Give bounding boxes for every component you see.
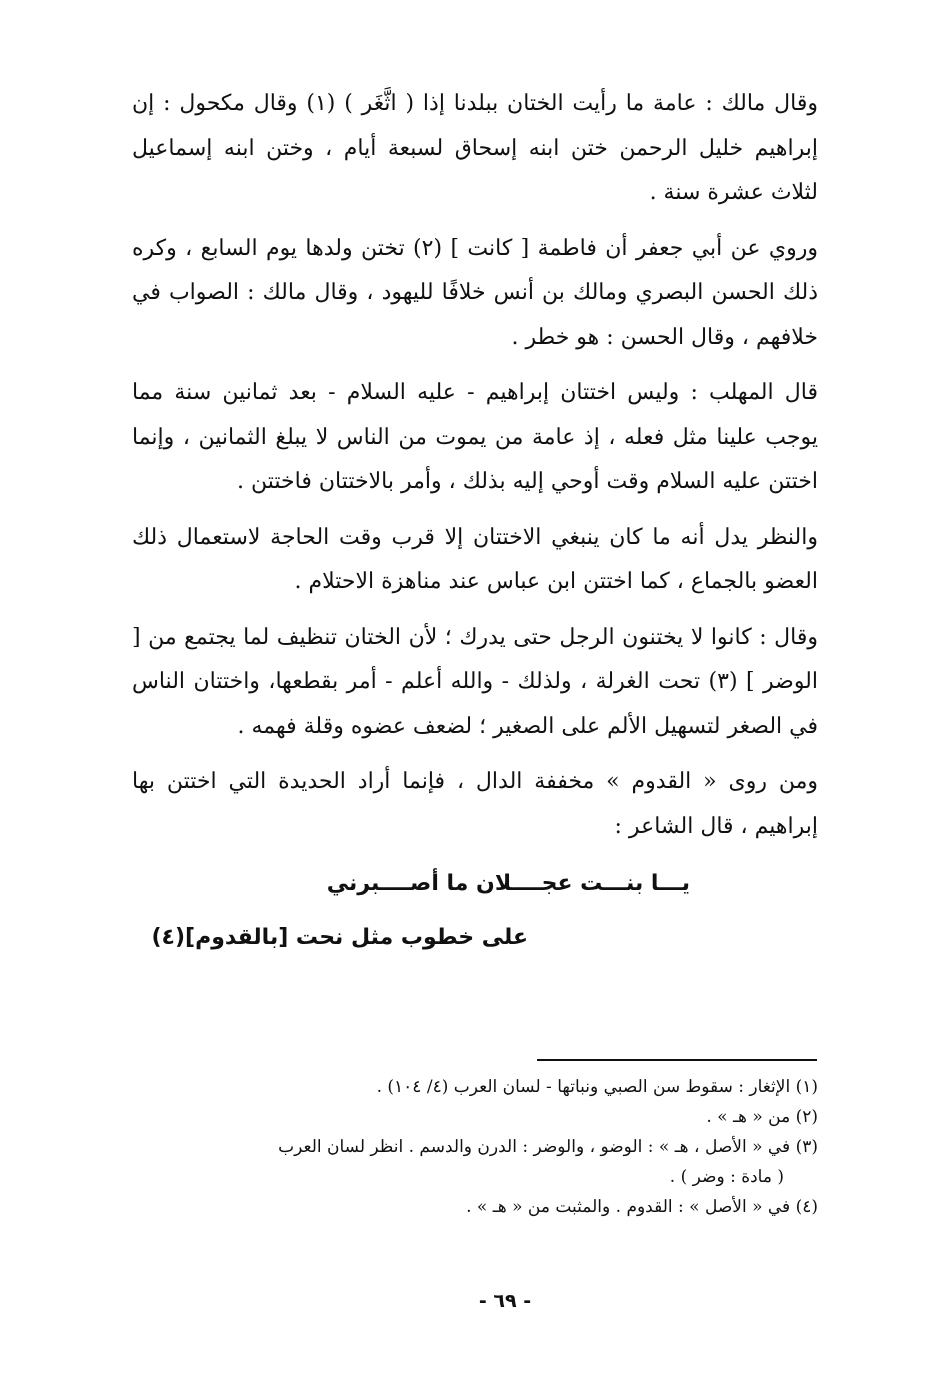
footnote-2: (٢) من « هـ » . (706, 1107, 818, 1127)
paragraph-3: قال المهلب : وليس اختتان إبراهيم - عليه السلام - بعد ثمانين سنة مما يوجب علينا مثل فعله ، إذ عامة من يموت من الناس لا يبلغ الثمانين ، وإنما اختتن عليه السلام وقت أوحي إليه بذلك ، وأمر بالاختتان فاختتن . (132, 380, 818, 494)
footnote-4: (٤) في « الأصل » : القدوم . والمثبت من « هـ » . (466, 1197, 818, 1217)
footnote-3-continuation: ( مادة : وضر ) . (669, 1167, 784, 1187)
footnote-1: (١) الإثغار : سقوط سن الصبي ونباتها - لسان العرب (٤/ ١٠٤) . (376, 1077, 818, 1097)
poem-line-2: على خطوب مثل نحت [بالقدوم](٤) (151, 925, 528, 950)
main-text (132, 82, 818, 962)
poem-verse (132, 860, 818, 962)
paragraph-5: وقال : كانوا لا يختنون الرجل حتى يدرك ؛ لأن الختان تنظيف لما يجتمع من [ الوضر ] (٣) تحت الغرلة ، ولذلك - والله أعلم - أمر بقطعها، واختتان الناس في الصغر لتسهيل الألم على الصغير ؛ لضعف عضوه وقلة فهمه . (132, 624, 819, 739)
footnote-3: (٣) في « الأصل ، هـ » : الوضو ، والوضر : الدرن والدسم . انظر لسان العرب (278, 1137, 818, 1157)
paragraph-1: وقال مالك : عامة ما رأيت الختان ببلدنا إذا ( اثَّغَر ) (١) وقال مكحول : إن إبراهيم خليل الرحمن ختن ابنه إسحاق لسبعة أيام ، وختن ابنه إسماعيل لثلاث عشرة سنة . (132, 91, 818, 205)
footnotes (132, 1074, 818, 1224)
poem-line-1: يـــا بنـــت عجــــلان ما أصــــبرني (326, 871, 690, 896)
page-number: - ٦٩ - (478, 1290, 532, 1312)
footnote-separator (537, 1059, 817, 1061)
paragraph-2: وروي عن أبي جعفر أن فاطمة [ كانت ] (٢) تختن ولدها يوم السابع ، وكره ذلك الحسن البصري ومالك بن أنس خلافًا لليهود ، وقال مالك : الصواب في خلافهم ، وقال الحسن : هو خطر . (132, 235, 818, 350)
paragraph-4: والنظر يدل أنه ما كان ينبغي الاختتان إلا قرب وقت الحاجة لاستعمال ذلك العضو بالجماع ، كما اختتن ابن عباس عند مناهزة الاحتلام . (132, 524, 818, 594)
paragraph-6: ومن روى « القدوم » مخففة الدال ، فإنما أراد الحديدة التي اختتن بها إبراهيم ، قال الشاعر : (132, 769, 818, 839)
